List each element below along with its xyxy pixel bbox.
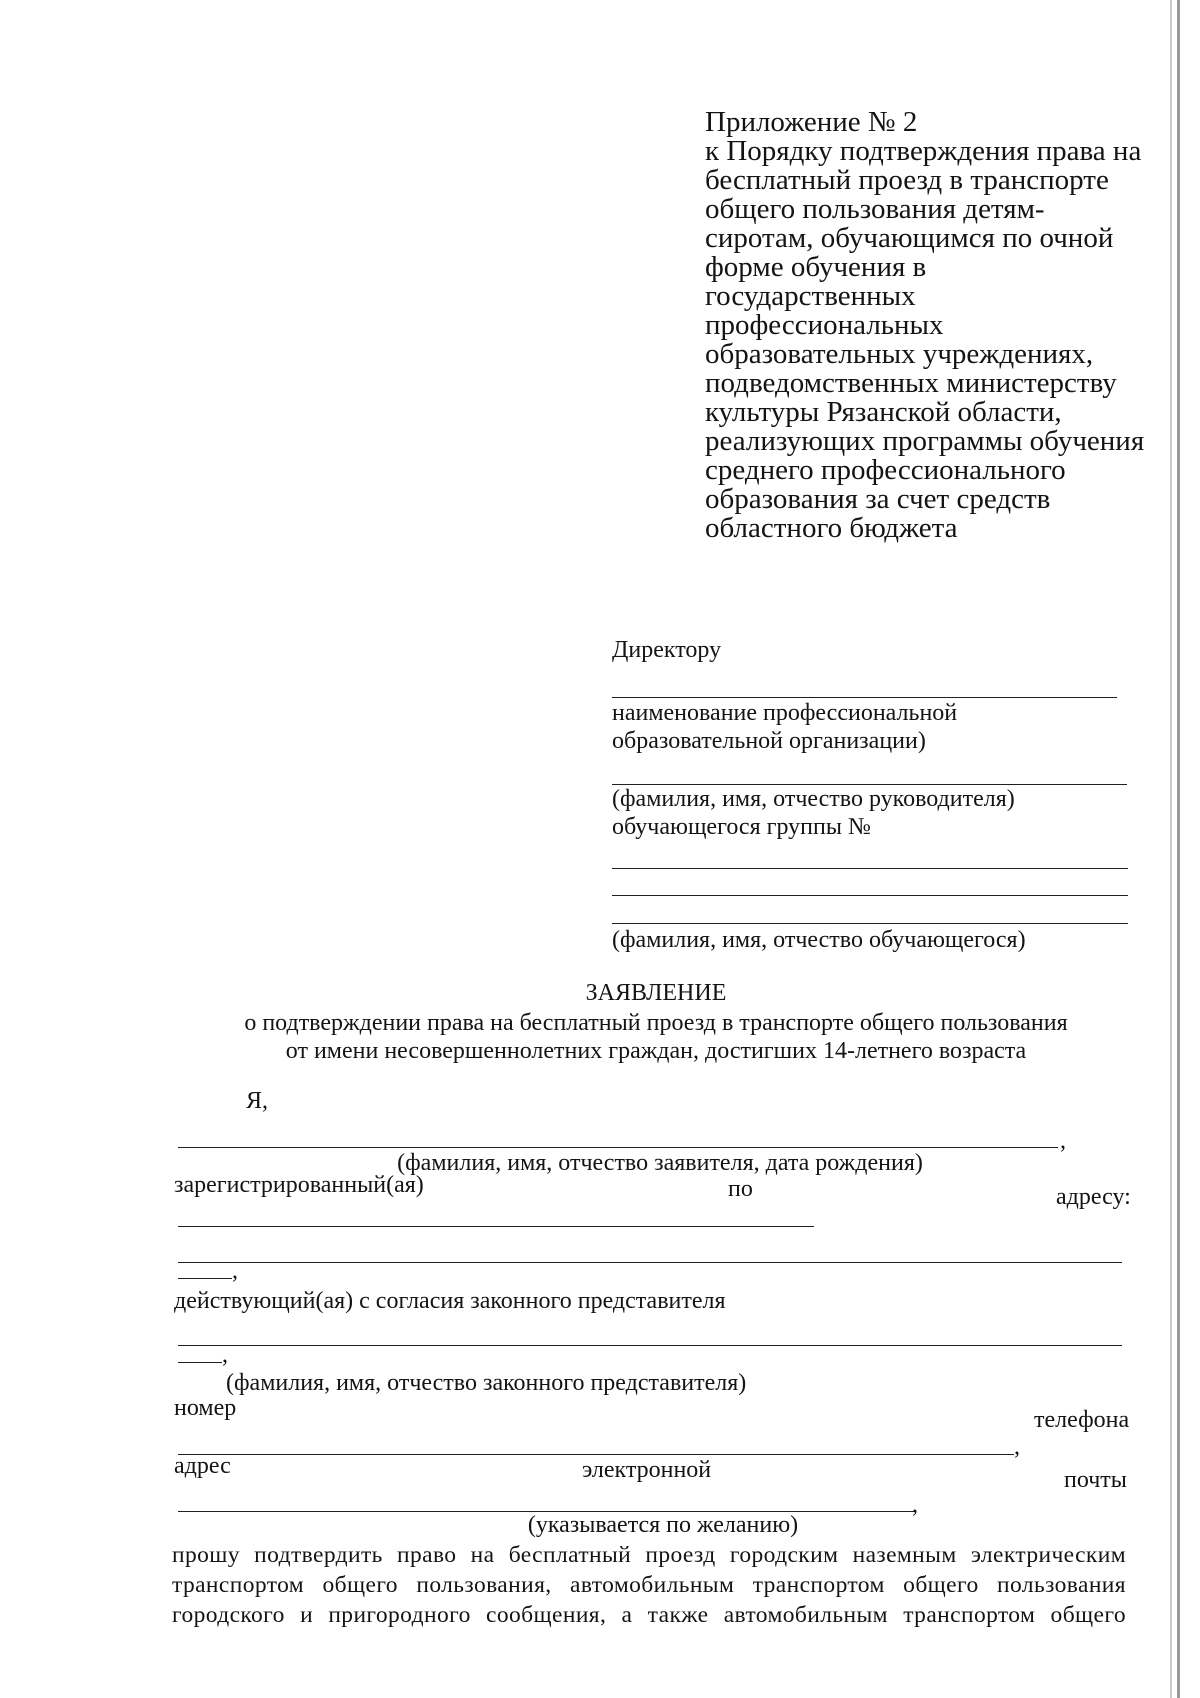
appendix-line: Приложение № 2 bbox=[705, 106, 918, 138]
registered-label: зарегистрированный(ая) bbox=[174, 1172, 424, 1198]
acting-label: действующий(ая) с согласия законного представителя bbox=[174, 1288, 726, 1314]
email-address-label: адрес bbox=[174, 1453, 231, 1479]
student-line-3 bbox=[612, 923, 1128, 924]
scan-edge-line bbox=[1170, 0, 1172, 1698]
applicant-comma: , bbox=[1060, 1128, 1066, 1154]
appendix-line: образовательных учреждениях, bbox=[705, 338, 1094, 370]
org-name-line bbox=[612, 697, 1117, 698]
representative-comma: , bbox=[222, 1342, 228, 1368]
email-comma: , bbox=[912, 1492, 918, 1518]
representative-line-2 bbox=[178, 1362, 222, 1363]
student-line-1 bbox=[612, 868, 1128, 869]
address-label: адресу: bbox=[1056, 1184, 1131, 1210]
address-comma: , bbox=[232, 1258, 238, 1284]
appendix-line: реализующих программы обучения bbox=[705, 425, 1145, 457]
phone-comma: , bbox=[1014, 1434, 1020, 1460]
head-name-line bbox=[612, 784, 1127, 785]
appendix-line: к Порядку подтверждения права на bbox=[705, 135, 1142, 167]
appendix-line: образования за счет средств bbox=[705, 483, 1051, 515]
appendix-line: форме обучения в bbox=[705, 251, 927, 283]
org-caption-2: образовательной организации) bbox=[612, 728, 926, 754]
request-line: транспортом общего пользования, автомобильным транспортом общего пользования bbox=[172, 1572, 1126, 1598]
request-line: прошу подтвердить право на бесплатный проезд городским наземным электрическим bbox=[172, 1542, 1126, 1568]
request-line: городского и пригородного сообщения, а также автомобильным транспортом общего bbox=[172, 1602, 1126, 1628]
address-line-1 bbox=[178, 1226, 814, 1227]
appendix-line: профессиональных bbox=[705, 309, 944, 341]
statement-subtitle-1: о подтверждении права на бесплатный проезд в транспорте общего пользования bbox=[244, 1010, 1068, 1036]
i-label: Я, bbox=[246, 1088, 269, 1114]
representative-line bbox=[178, 1345, 1122, 1346]
student-caption: (фамилия, имя, отчество обучающегося) bbox=[612, 927, 1026, 953]
appendix-line: культуры Рязанской области, bbox=[705, 396, 1062, 428]
student-line-2 bbox=[612, 895, 1128, 896]
appendix-line: общего пользования детям- bbox=[705, 193, 1045, 225]
appendix-line: подведомственных министерству bbox=[705, 367, 1117, 399]
phone-word-label: телефона bbox=[1034, 1407, 1130, 1433]
address-line-3 bbox=[178, 1278, 232, 1279]
head-caption: (фамилия, имя, отчество руководителя) bbox=[612, 786, 1015, 812]
appendix-line: государственных bbox=[705, 280, 916, 312]
statement-title: ЗАЯВЛЕНИЕ bbox=[585, 980, 727, 1006]
appendix-line: областного бюджета bbox=[705, 512, 958, 544]
email-mail-label: почты bbox=[1064, 1467, 1127, 1493]
address-line-2 bbox=[178, 1262, 1122, 1263]
director-label: Директору bbox=[612, 637, 722, 663]
statement-subtitle-2: от имени несовершеннолетних граждан, достигших 14-летнего возраста bbox=[285, 1038, 1027, 1064]
applicant-caption: (фамилия, имя, отчество заявителя, дата рождения) bbox=[397, 1150, 923, 1176]
scan-edge-line-dark bbox=[1177, 0, 1180, 1698]
student-group-label: обучающегося группы № bbox=[612, 814, 871, 840]
phone-number-label: номер bbox=[174, 1395, 237, 1421]
appendix-header bbox=[705, 108, 1145, 543]
phone-line bbox=[178, 1454, 1014, 1455]
request-paragraph bbox=[172, 1540, 1126, 1630]
email-electronic-label: электронной bbox=[582, 1457, 712, 1483]
appendix-line: среднего профессионального bbox=[705, 454, 1066, 486]
appendix-line: сиротам, обучающимся по очной bbox=[705, 222, 1114, 254]
po-label: по bbox=[728, 1176, 753, 1202]
appendix-line: бесплатный проезд в транспорте bbox=[705, 164, 1109, 196]
applicant-name-line bbox=[178, 1147, 1058, 1148]
representative-caption: (фамилия, имя, отчество законного представителя) bbox=[226, 1370, 747, 1396]
org-caption-1: наименование профессиональной bbox=[612, 700, 958, 726]
email-caption: (указывается по желанию) bbox=[527, 1512, 799, 1538]
